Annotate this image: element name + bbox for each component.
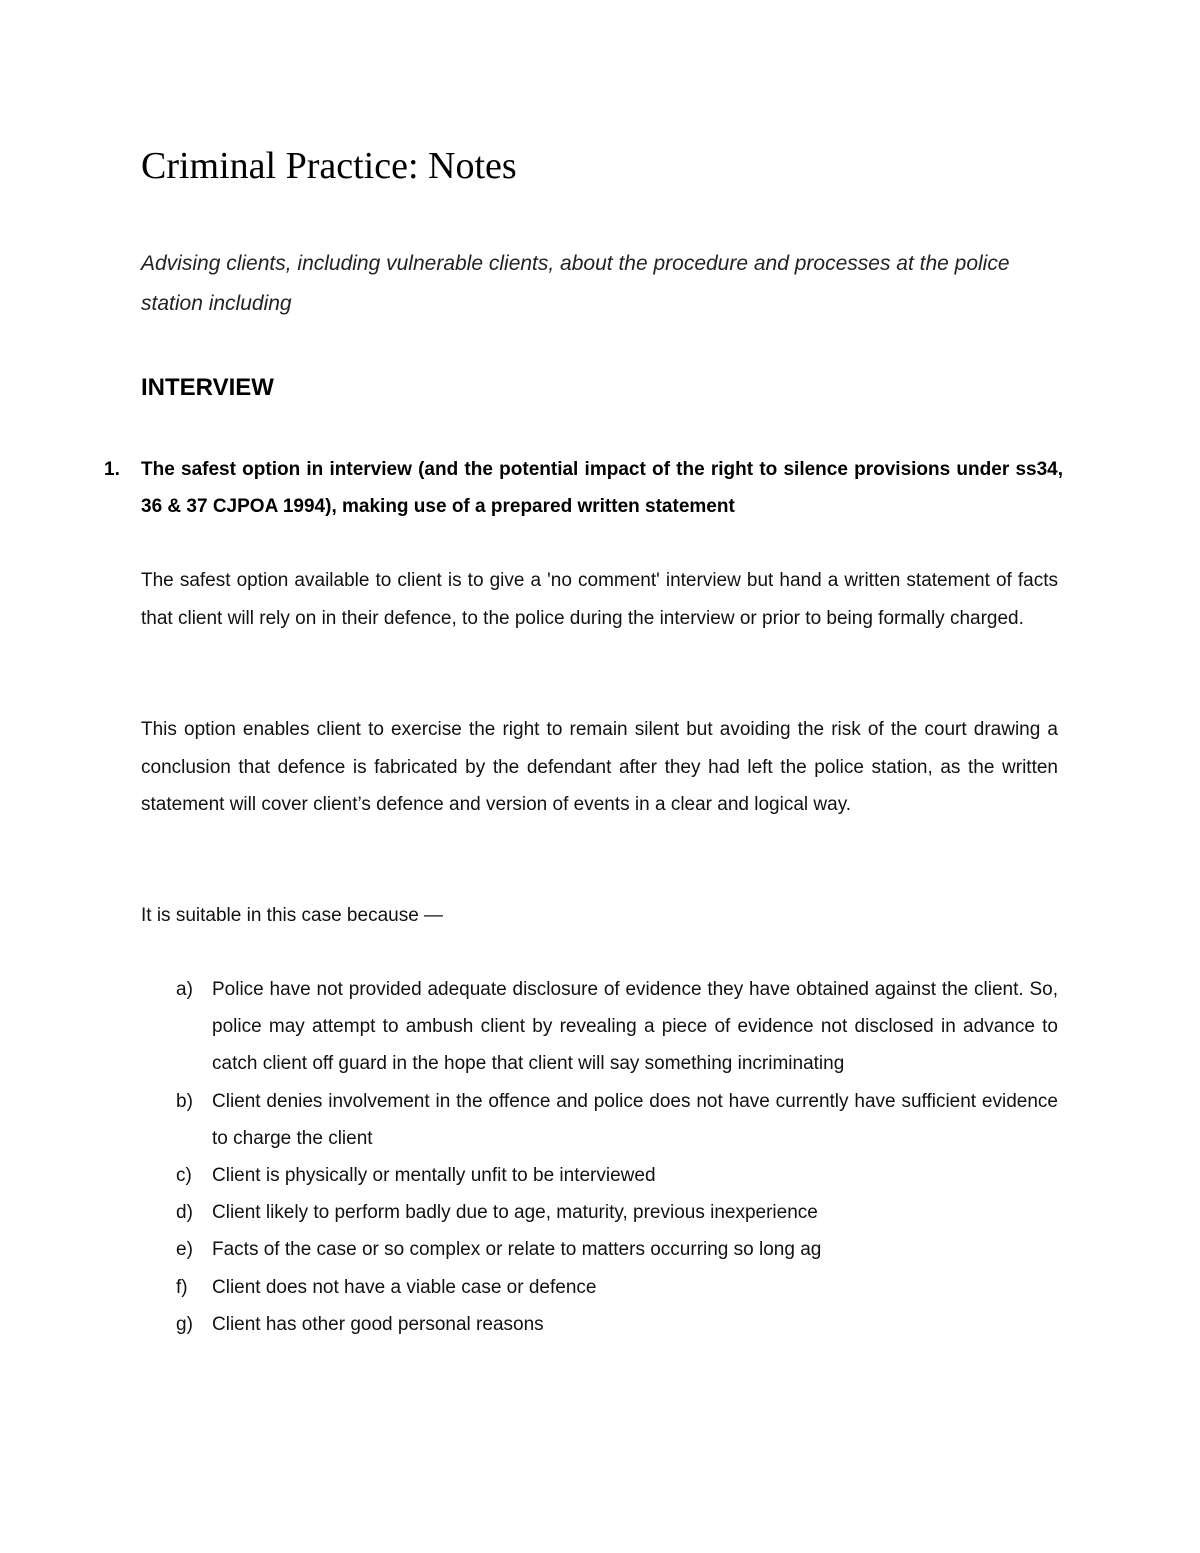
list-item xyxy=(141,971,1058,1083)
list-item-text: Client is physically or mentally unfit to be interviewed xyxy=(212,1165,656,1187)
list-item xyxy=(141,1157,1058,1194)
document-subtitle: Advising clients, including vulnerable clients, about the procedure and processes at the police station including xyxy=(141,252,1010,315)
list-marker: g) xyxy=(176,1313,193,1335)
item-heading: The safest option in interview (and the potential impact of the right to silence provisions under ss34, 36 & 37 CJPOA 1994), making use of a prepared written statement xyxy=(141,459,1063,517)
item-number: 1. xyxy=(104,459,120,480)
document-title: Criminal Practice: Notes xyxy=(141,145,517,187)
reasons-list xyxy=(141,971,1058,1343)
list-item-text: Client does not have a viable case or defence xyxy=(212,1276,597,1298)
list-marker: f) xyxy=(176,1276,188,1298)
list-item-text: Client denies involvement in the offence and police does not have currently have sufficient evidence to charge the client xyxy=(212,1090,1058,1149)
list-marker: b) xyxy=(176,1090,193,1112)
list-item xyxy=(141,1269,1058,1306)
list-item-text: Police have not provided adequate disclosure of evidence they have obtained against the client. So, police may attempt to ambush client by revealing a piece of evidence not disclosed in advance to catch client off guard in the hope that client will say something incriminating xyxy=(212,979,1058,1075)
list-marker: e) xyxy=(176,1239,193,1261)
list-item xyxy=(141,1194,1058,1231)
list-item-text: Client likely to perform badly due to age, maturity, previous inexperience xyxy=(212,1202,818,1224)
list-marker: a) xyxy=(176,979,193,1000)
list-item-text: Facts of the case or so complex or relate to matters occurring so long ag xyxy=(212,1239,822,1261)
list-marker: c) xyxy=(176,1165,192,1187)
list-item-text: Client has other good personal reasons xyxy=(212,1313,544,1335)
list-marker: d) xyxy=(176,1202,193,1224)
list-item xyxy=(141,1306,1058,1343)
paragraph-safest-option: The safest option available to client is to give a 'no comment' interview but hand a written statement of facts that client will rely on in their defence, to the police during the interview or prior to being formally charged. xyxy=(141,570,1058,629)
paragraph-suitability-intro: It is suitable in this case because — xyxy=(141,905,444,926)
list-item xyxy=(141,1231,1058,1268)
list-item xyxy=(141,1083,1058,1157)
paragraph-option-benefit: This option enables client to exercise the right to remain silent but avoiding the risk of the court drawing a conclusion that defence is fabricated by the defendant after they had left the police station, as the written statement will cover client’s defence and version of events in a clear and logical way. xyxy=(141,719,1058,815)
section-heading-interview: INTERVIEW xyxy=(141,374,274,401)
